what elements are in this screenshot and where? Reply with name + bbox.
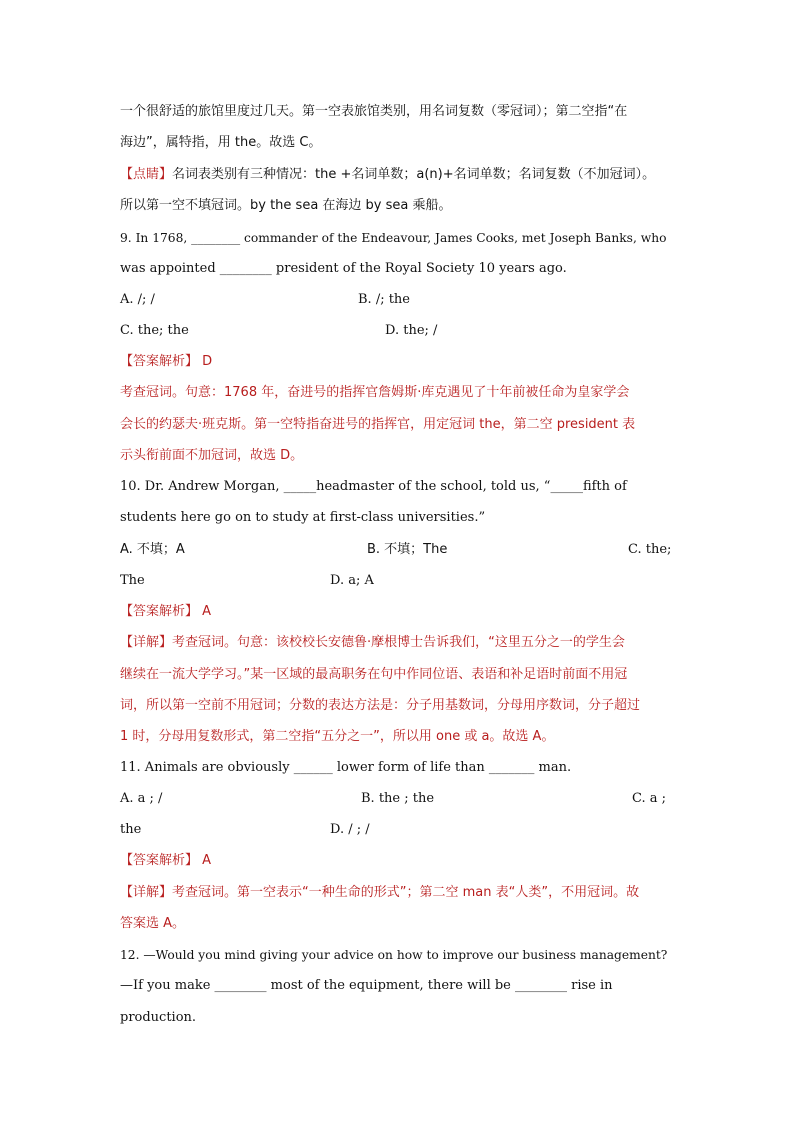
tip-text: 名词表类别有三种情况：the +名词单数；a(n)+名词单数；名词复数（不加冠词）。 (172, 167, 656, 182)
q10-option-a: A. 不填；A (120, 542, 185, 557)
paragraph-line: 一个很舒适的旅馆里度过几天。第一空表旅馆类别，用名词复数（零冠词）；第二空指“在 (120, 104, 628, 119)
q11-answer-line (120, 852, 674, 870)
q10-answer-line (120, 603, 674, 621)
q9-option-a: A. /; / (120, 292, 155, 307)
question-9-stem-cont: was appointed ________ president of the Royal Society 10 years ago. (120, 261, 567, 276)
tip-tag: 【点睛】 (120, 167, 173, 182)
q11-option-c-cont: the (120, 822, 142, 837)
question-9-stem: 9. In 1768, ________ commander of the Endeavour, James Cooks, met Joseph Banks, who (120, 231, 667, 245)
question-10-stem: 10. Dr. Andrew Morgan, _____headmaster of the school, told us, “_____fifth of (120, 479, 627, 494)
answer-tag: 【答案解析】 (120, 853, 199, 868)
question-12-stem: 12. —Would you mind giving your advice on how to improve our business management? (120, 948, 668, 962)
paragraph-line: 海边”，属特指，用 the。故选 C。 (120, 135, 322, 150)
q9-option-d: D. the; / (385, 323, 438, 338)
q9-explanation: 考查冠词。句意：1768 年，奋进号的指挥官詹姆斯·库克遇见了十年前被任命为皇家学会 (120, 385, 630, 400)
q11-option-d: D. / ; / (330, 822, 370, 837)
detail-tag: 【详解】 (120, 635, 173, 650)
answer-value: A (202, 604, 212, 619)
q10-explanation: 【详解】考查冠词。句意：该校校长安德鲁·摩根博士告诉我们，“这里五分之一的学生会 (120, 635, 625, 650)
tip-line (120, 166, 674, 184)
q11-option-b: B. the ; the (361, 791, 435, 806)
q10-option-c: C. the; (628, 542, 672, 557)
detail-tag: 【详解】 (120, 885, 173, 900)
question-12-stem-cont: —If you make ________ most of the equipment, there will be ________ rise in (120, 978, 613, 993)
answer-tag: 【答案解析】 (120, 354, 199, 369)
answer-value: A (202, 853, 212, 868)
question-10-stem-cont: students here go on to study at first-class universities.” (120, 510, 486, 525)
question-12-stem-cont: production. (120, 1010, 197, 1025)
q11-explanation: 【详解】考查冠词。第一空表示“一种生命的形式”；第二空 man 表“人类”，不用冠词。故 (120, 885, 640, 900)
q10-option-b: B. 不填；The (367, 542, 448, 557)
question-11-stem: 11. Animals are obviously ______ lower form of life than _______ man. (120, 760, 572, 775)
q9-option-c: C. the; the (120, 323, 189, 338)
q11-option-c: C. a ; (632, 791, 667, 806)
answer-tag: 【答案解析】 (120, 604, 199, 619)
q9-explanation: 示头衔前面不加冠词，故选 D。 (120, 448, 304, 463)
q11-option-a: A. a ; / (120, 791, 163, 806)
q9-explanation: 会长的约瑟夫·班克斯。第一空特指奋进号的指挥官，用定冠词 the，第二空 president 表 (120, 417, 636, 432)
q9-answer-line (120, 353, 674, 371)
q10-option-c-cont: The (120, 573, 145, 588)
q11-explanation: 答案选 A。 (120, 916, 186, 931)
answer-value: D (202, 354, 213, 369)
q10-explanation: 1 时，分母用复数形式，第二空指“五分之一”，所以用 one 或 a。故选 A。 (120, 729, 555, 744)
paragraph-line: 所以第一空不填冠词。by the sea 在海边 by sea 乘船。 (120, 198, 452, 213)
q10-explanation: 词，所以第一空前不用冠词；分数的表达方法是：分子用基数词，分母用序数词，分子超过 (120, 698, 641, 713)
q10-option-d: D. a; A (330, 573, 374, 588)
q9-option-b: B. /; the (358, 292, 410, 307)
q10-explanation: 继续在一流大学学习。”某一区域的最高职务在句中作同位语、表语和补足语时前面不用冠 (120, 667, 628, 682)
